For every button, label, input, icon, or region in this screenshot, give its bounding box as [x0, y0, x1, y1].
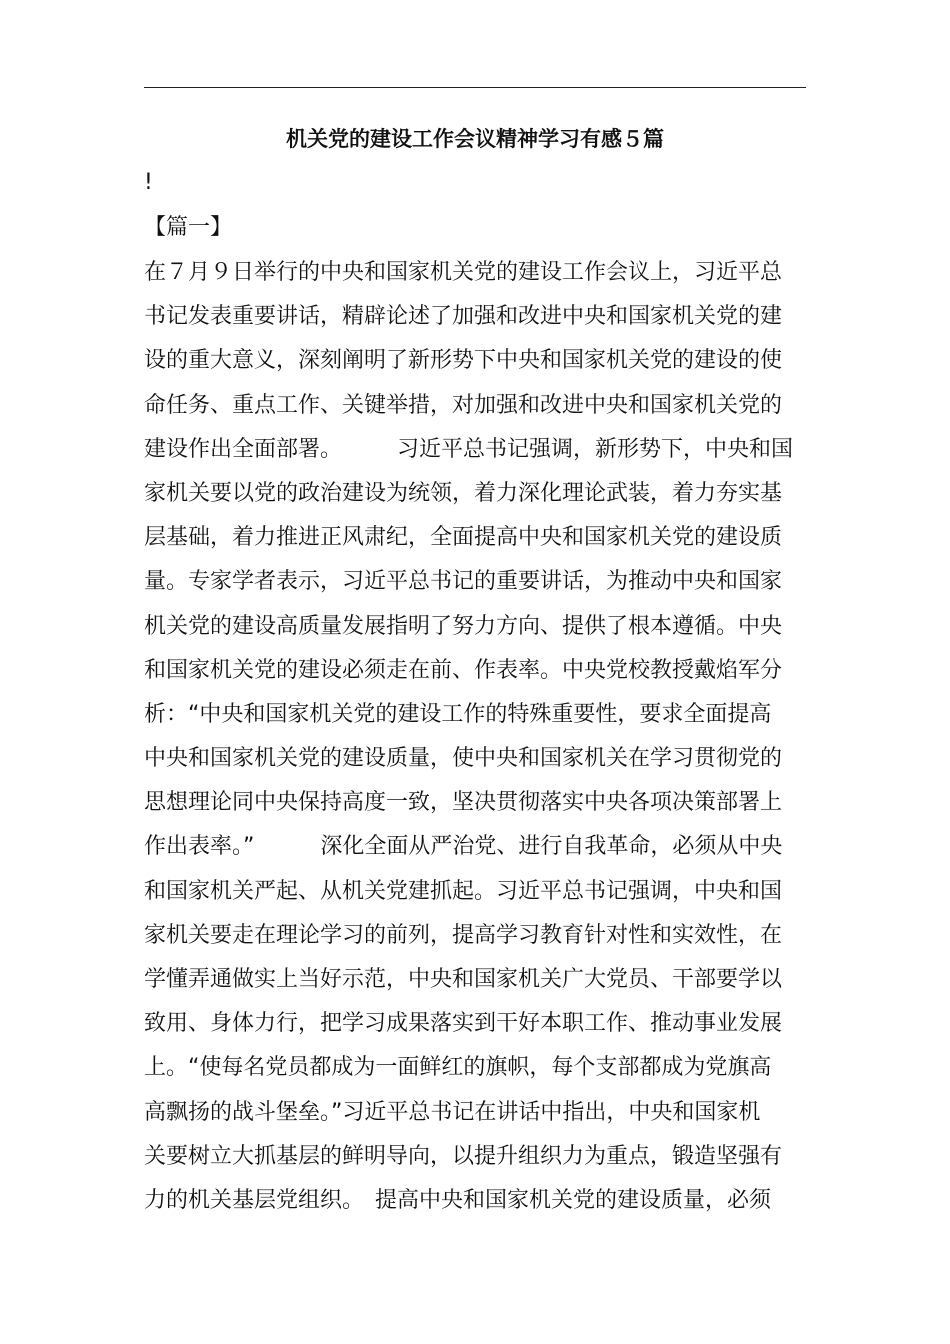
body-line: 在７月９日举行的中央和国家机关党的建设工作会议上，习近平总	[144, 260, 783, 285]
document-title: 机关党的建设工作会议精神学习有感５篇	[286, 127, 664, 151]
body-line: 设的重大意义，深刻阐明了新形势下中央和国家机关党的建设的使	[144, 348, 783, 374]
body-line: 作出表率。” 深化全面从严治党、进行自我革命，必须从中央	[144, 834, 783, 860]
body-line: 和国家机关严起、从机关党建抓起。习近平总书记强调，中央和国	[144, 878, 783, 904]
body-line: 书记发表重要讲话，精辟论述了加强和改进中央和国家机关党的建	[144, 304, 783, 330]
body-line: 家机关要走在理论学习的前列，提高学习教育针对性和实效性，在	[144, 922, 783, 948]
section-heading: 【篇一】	[144, 215, 233, 240]
body-line: 析：“中央和国家机关党的建设工作的特殊重要性，要求全面提高	[144, 701, 772, 727]
body-line: 机关党的建设高质量发展指明了努力方向、提供了根本遵循。中央	[144, 613, 783, 639]
body-line: 量。专家学者表示，习近平总书记的重要讲话，为推动中央和国家	[144, 569, 783, 595]
body-text	[144, 258, 806, 1230]
body-line: 致用、身体力行，把学习成果落实到干好本职工作、推动事业发展	[144, 1011, 783, 1037]
body-line: 和国家机关党的建设必须走在前、作表率。中央党校教授戴焰军分	[144, 657, 783, 683]
body-line: 上。“使每名党员都成为一面鲜红的旗帜，每个支部都成为党旗高	[144, 1055, 772, 1081]
body-line: 关要树立大抓基层的鲜明导向，以提升组织力为重点，锻造坚强有	[144, 1143, 783, 1169]
body-line: 力的机关基层党组织。 提高中央和国家机关党的建设质量，必须	[144, 1187, 772, 1213]
body-line: 层基础，着力推进正风肃纪，全面提高中央和国家机关党的建设质	[144, 525, 783, 551]
body-line: 建设作出全面部署。 习近平总书记强调，新形势下，中央和国	[144, 436, 794, 462]
body-line: 高飘扬的战斗堡垒。”习近平总书记在讲话中指出，中央和国家机	[144, 1099, 761, 1125]
body-line: 思想理论同中央保持高度一致，坚决贯彻落实中央各项决策部署上	[144, 790, 783, 816]
body-line: 家机关要以党的政治建设为统领，着力深化理论武装，着力夯实基	[144, 480, 783, 506]
body-line: 中央和国家机关党的建设质量，使中央和国家机关在学习贯彻党的	[144, 746, 783, 772]
body-line: 命任务、重点工作、关键举措，对加强和改进中央和国家机关党的	[144, 392, 783, 418]
body-line: 学懂弄通做实上当好示范，中央和国家机关广大党员、干部要学以	[144, 967, 783, 992]
header-rule	[144, 87, 806, 88]
stray-mark: !	[144, 170, 153, 195]
